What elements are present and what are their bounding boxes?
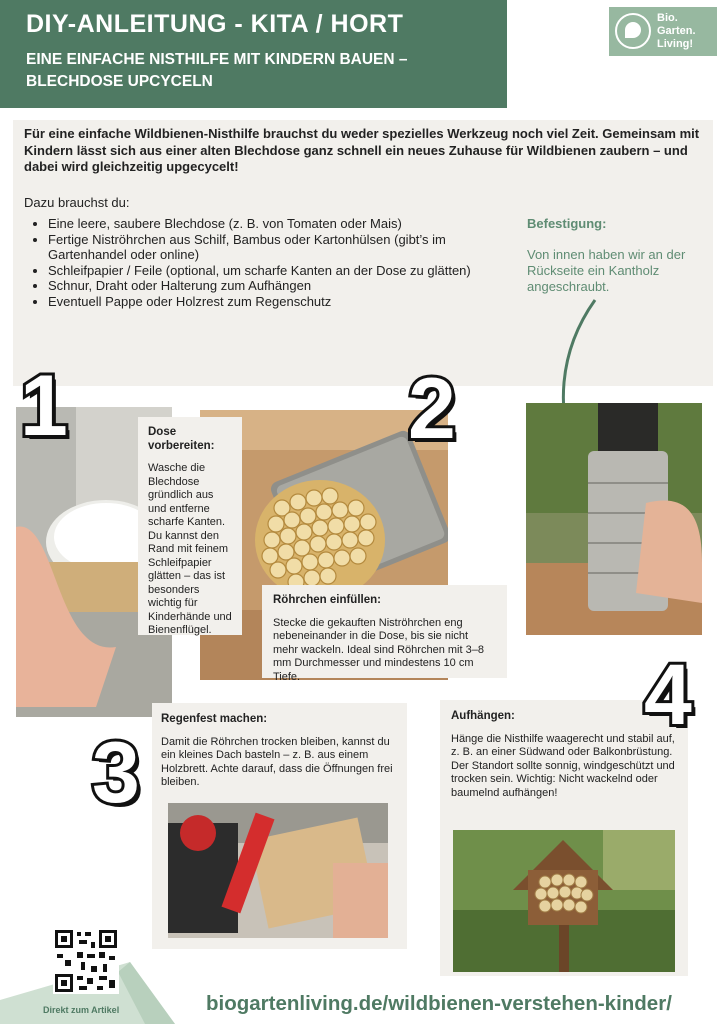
step-title: Röhrchen einfüllen: xyxy=(273,594,381,606)
list-item: • Eine leere, saubere Blechdose (z. B. von Tomaten oder Mais) xyxy=(48,216,503,232)
step-title: Aufhängen: xyxy=(451,710,515,722)
list-item: • Schleifpapier / Feile (optional, um scharfe Kanten an der Dose zu glätten) xyxy=(48,263,503,279)
step-number-3: 3 xyxy=(92,725,140,821)
list-item: • Eventuell Pappe oder Holzrest zum Regenschutz xyxy=(48,294,503,310)
intro-lead: Für eine einfache Wildbienen-Nisthilfe brauchst du weder spezielles Werkzeug noch viel Zeit. Gemeinsam mit Kindern lässt sich aus einer alten Blechdose ganz schnell ein neues Zuhause für Wildbienen zaubern – und dabei wird gleichzeitig upgecycelt! xyxy=(24,126,700,174)
list-item: • Schnur, Draht oder Halterung zum Aufhängen xyxy=(48,278,503,294)
qr-code-icon xyxy=(53,928,119,994)
photo-mounted-can xyxy=(526,403,702,635)
list-item: • Fertige Niströhrchen aus Schilf, Bambus oder Kartonhülsen (gibt’s im Gartenhandel oder online) xyxy=(48,232,503,263)
attachment-text: Von innen haben wir an der Rückseite ein Kantholz angeschraubt. xyxy=(527,247,686,294)
step-title: Regenfest machen: xyxy=(161,713,268,725)
photo-roof-clamping xyxy=(168,803,388,938)
brand-logo[interactable] xyxy=(609,7,717,56)
step-card-3 xyxy=(152,703,407,949)
header-banner xyxy=(0,0,507,108)
step-card-1 xyxy=(138,417,242,635)
article-link[interactable]: biogartenliving.de/wildbienen-verstehen-kinder/ xyxy=(206,992,672,1015)
step-number-4: 4 xyxy=(644,647,692,743)
step-text: Damit die Röhrchen trocken bleiben, kannst du ein kleines Dach basteln – z. B. aus einem Holzbrett. Achte darauf, dass die Öffnungen frei bleiben. xyxy=(161,735,393,788)
attachment-title: Befestigung: xyxy=(527,216,607,231)
step-title: Dose vorbereiten: xyxy=(148,426,215,452)
step-number-2: 2 xyxy=(408,361,456,457)
step-card-2 xyxy=(262,585,507,683)
step-text: Wasche die Blechdose gründlich aus und entferne scharfe Kanten. Du kannst den Rand mit feinem Schleifpapier glätten – das ist besonders wichtig für Kinderhände und Bienenflügel. xyxy=(148,462,232,636)
logo-text: Bio. Garten. Living! xyxy=(657,12,696,50)
step-number-1: 1 xyxy=(20,358,68,454)
qr-label: Direkt zum Artikel xyxy=(43,1005,120,1015)
materials-label: Dazu brauchst du: xyxy=(24,195,130,210)
materials-list xyxy=(24,216,503,309)
page-title: DIY-ANLEITUNG - KITA / HORT xyxy=(26,10,404,38)
qr-code[interactable] xyxy=(53,928,119,994)
leaf-logo-icon xyxy=(615,13,651,49)
page-subtitle: EINE EINFACHE NISTHILFE MIT KINDERN BAUEN – BLECHDOSE UPCYCELN xyxy=(26,51,408,90)
step-text: Stecke die gekauften Niströhrchen eng nebeneinander in die Dose, bis sie nicht mehr wackeln. Ideal sind Röhrchen mit 3–8 mm Durchmesser und mindestens 10 cm Tiefe. xyxy=(273,616,484,683)
step-text: Hänge die Nisthilfe waagerecht und stabil auf, z. B. an einer Südwand oder Balkonbrüstung. Der Standort sollte sonnig, windgeschützt und trocken sein. Wichtig: Nicht wackelnd oder baumelnd aufhängen! xyxy=(451,732,675,799)
